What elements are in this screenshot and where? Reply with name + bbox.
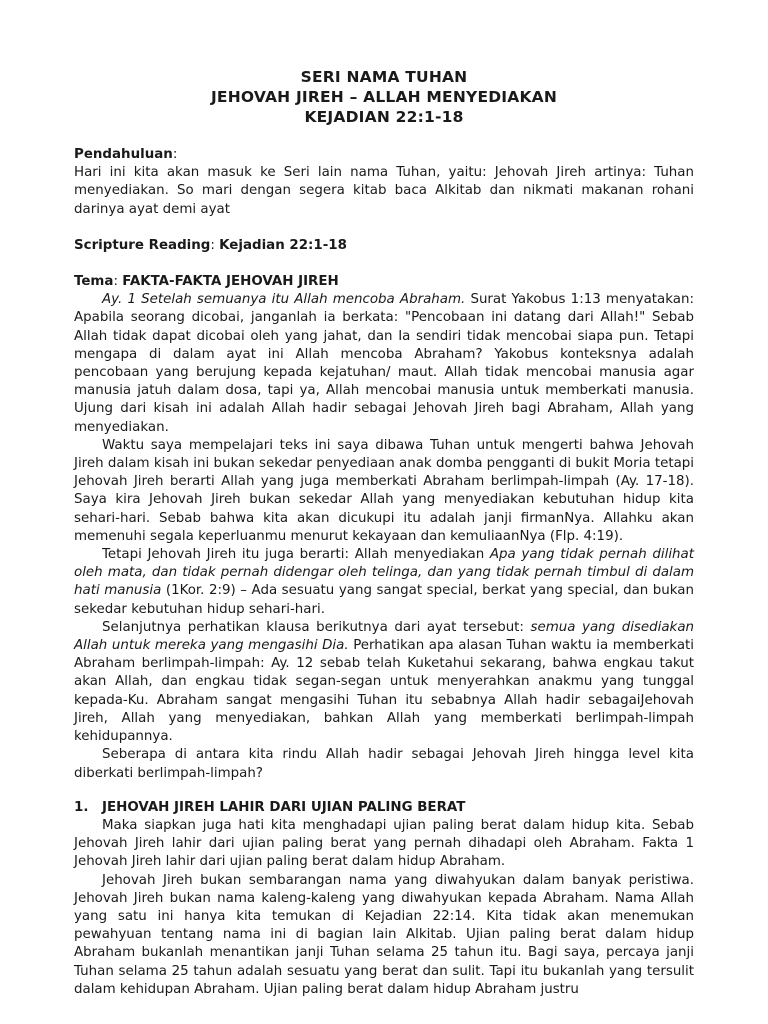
section-1-heading [74, 799, 694, 817]
tema-heading [74, 273, 694, 291]
section-1-number: 1. [74, 799, 89, 815]
tema-value: FAKTA-FAKTA JEHOVAH JIREH [122, 274, 339, 290]
sermon-title: JEHOVAH JIREH – ALLAH MENYEDIAKAN [210, 88, 558, 106]
paragraph-3-lead: Tetapi Jehovah Jireh itu juga berarti: Allah menyediakan [102, 547, 490, 563]
scripture-reading-line [74, 237, 694, 255]
paragraph-1-verse: Ay. 1 Setelah semuanya itu Allah mencoba Abraham. [102, 292, 466, 308]
section-1-paragraph-1: Maka siapkan juga hati kita menghadapi ujian paling berat dalam hidup kita. Sebab Jehovah Jireh lahir dari ujian paling berat yang pernah dihadapi oleh Abraham. Fakta 1 Jehovah Jireh lahir dari ujian paling berat dalam hidup Abraham. [74, 817, 694, 870]
section-1-paragraph-2: Jehovah Jireh bukan sembarangan nama yang diwahyukan dalam banyak peristiwa. Jehovah Jireh bukan nama kaleng-kaleng yang diwahyukan kepada Abraham. Nama Allah yang satu ini hanya kita temukan di Kejadian 22:14. Kita tidak akan menemukan pewahyuan tentang nama ini di bagian lain Alkitab. Ujian paling berat dalam hidup Abraham bukanlah menantikan janji Tuhan selama 25 tahun itu. Bagi saya, percaya janji Tuhan selama 25 tahun adalah sesuatu yang berat dan sulit. Tapi itu bukanlah yang tersulit dalam kehidupan Abraham. Ujian paling berat dalam hidup Abraham justru [74, 872, 694, 997]
section-1-title: JEHOVAH JIREH LAHIR DARI UJIAN PALING BERAT [102, 799, 466, 815]
paragraph-4-quote: semua yang disediakan Allah untuk mereka yang mengasihi Dia. [74, 619, 695, 654]
intro-heading-colon: : [172, 147, 178, 162]
scripture-reading-value: Kejadian 22:1-18 [219, 237, 347, 253]
paragraph-4-lead: Selanjutnya perhatikan klausa berikutnya dari ayat tersebut: [102, 619, 531, 635]
paragraph-4 [74, 619, 694, 746]
scripture-reading-label: Scripture Reading [74, 237, 211, 253]
document-title-block [0, 67, 768, 127]
paragraph-1-text: Surat Yakobus 1:13 menyatakan: Apabila seorang dicobai, janganlah ia berkata: "Pencobaan ini datang dari Allah!" Sebab Allah tidak dapat dicobai oleh yang jahat, dan Ia sendiri tidak mencobai siapa pun. Tetapi mengapa di dalam ayat ini Allah mencoba Abraham? Yakobus konteksnya adalah pencobaan yang berujung kepada kejatuhan/ maut. Allah tidak mencobai manusia agar manusia jatuh dalam dosa, tapi ya, Allah mencobai manusia untuk memberkati manusia. Ujung dari kisah ini adalah Allah hadir sebagai Jehovah Jireh bagi Abraham, Allah yang menyediakan. [74, 292, 694, 435]
paragraph-2: Waktu saya mempelajari teks ini saya dibawa Tuhan untuk mengerti bahwa Jehovah Jireh dalam kisah ini bukan sekedar penyediaan anak domba pengganti di bukit Moria tetapi Jehovah Jireh berarti Allah yang juga memberkati Abraham berlimpah-limpah (Ay. 17-18). Saya kira Jehovah Jireh bukan sekedar Allah yang menyediakan kebutuhan hidup kita sehari-hari. Sebab bahwa kita akan dicukupi itu adalah janji firmanNya. Allahku akan memenuhi segala keperluanmu menurut kekayaan dan kemuliaanNya (Flp. 4:19). [74, 437, 694, 544]
paragraph-1 [74, 291, 694, 437]
paragraph-3-quote: Apa yang tidak pernah dilihat oleh mata, dan tidak pernah didengar oleh telinga, dan yang tidak pernah timbul di dalam hati manusia [74, 547, 694, 599]
tema-label: Tema [74, 274, 114, 290]
paragraph-4-text: Perhatikan apa alasan Tuhan waktu ia memberkati Abraham berlimpah-limpah: Ay. 12 sebab telah Kuketahui sekarang, bahwa engkau takut akan Allah, dan engkau tidak segan-segan untuk menyerahkan anakmu yang tunggal kepada-Ku. Abraham sangat mengasihi Tuhan itu sebabnya Allah hadir sebagaiJehovah Jireh, Allah yang menyediakan, bahkan Allah yang memberkati berlimpah-limpah kehidupannya. [74, 638, 694, 745]
intro-heading-label: Pendahuluan [74, 147, 173, 162]
tema-sep: : [113, 274, 123, 290]
document-body [74, 146, 694, 999]
scripture-reading-sep: : [210, 237, 220, 253]
intro-paragraph: Hari ini kita akan masuk ke Seri lain nama Tuhan, yaitu: Jehovah Jireh artinya: Tuhan menyediakan. So mari dengan segera kitab baca Alkitab dan nikmati makanan rohani darinya ayat demi ayat [74, 165, 694, 217]
series-title: SERI NAMA TUHAN [300, 68, 468, 86]
paragraph-3 [74, 546, 694, 619]
intro-heading [74, 146, 694, 164]
paragraph-5: Seberapa di antara kita rindu Allah hadir sebagai Jehovah Jireh hingga level kita diberkati berlimpah-limpah? [74, 747, 694, 781]
paragraph-3-text: (1Kor. 2:9) – Ada sesuatu yang sangat special, berkat yang special, dan bukan sekedar kebutuhan hidup sehari-hari. [74, 583, 694, 617]
scripture-title: KEJADIAN 22:1-18 [304, 108, 464, 126]
